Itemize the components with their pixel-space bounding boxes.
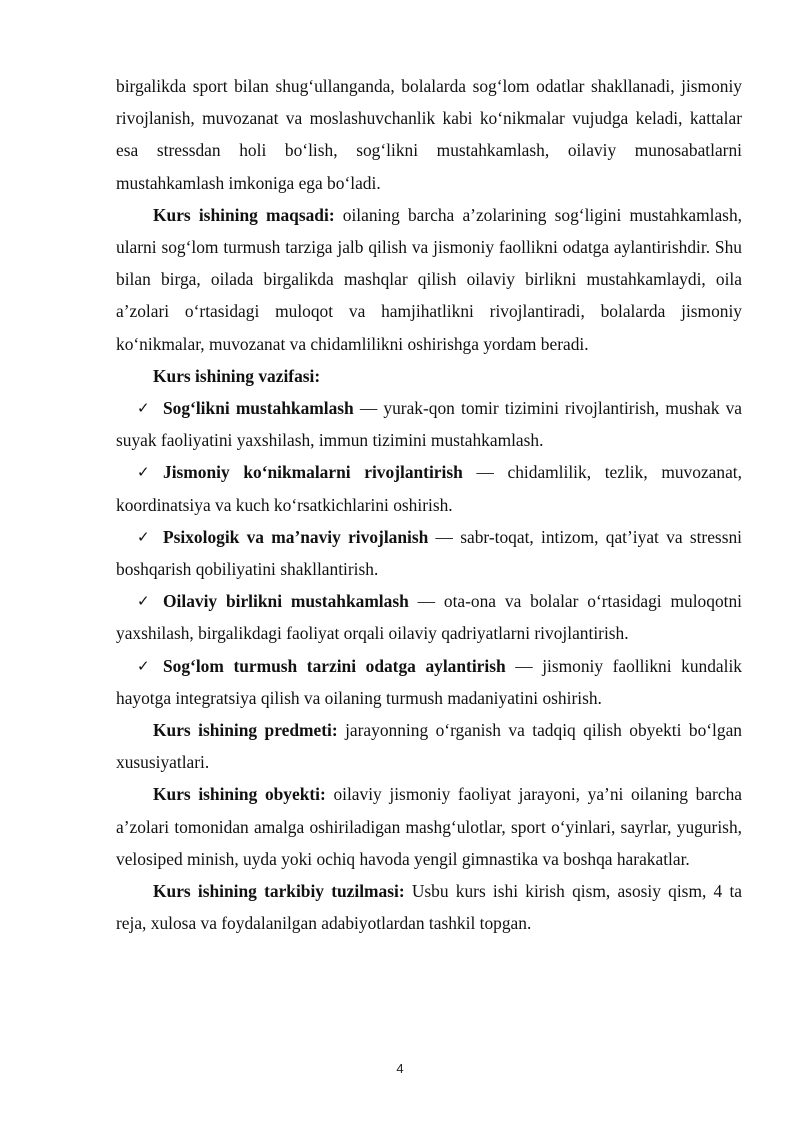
- subject-text: jarayonning o‘rganish va tadqiq qilish obyekti bo‘lgan xususiyatlari.: [116, 720, 742, 773]
- goal-label: Kurs ishining maqsadi:: [153, 204, 335, 225]
- page-content: [116, 70, 742, 939]
- task-title: Jismoniy ko‘nikmalarni rivojlantirish: [163, 462, 463, 483]
- tasks-heading-text: Kurs ishining vazifasi:: [153, 365, 321, 386]
- tasks-heading: [116, 360, 742, 392]
- goal-text: oilaning barcha a’zolarining sog‘ligini mustahkamlash, ularni sog‘lom turmush tarziga jalb qilish va jismoniy faollikni odatga aylantirishdir. Shu bilan birga, oilada birgalikda mashqlar qilish oilaviy birlikni mustahkamlaydi, oila a’zolari o‘rtasidagi muloqot va hamjihatlikni rivojlantiradi, bolalarda jismoniy ko‘nikmalar, muvozanat va chidamlilikni oshirishga yordam beradi.: [116, 204, 742, 354]
- task-title: Sog‘likni mustahkamlash: [163, 398, 354, 419]
- check-icon: ✓: [137, 656, 150, 675]
- check-icon: ✓: [137, 399, 150, 418]
- task-item: [116, 521, 742, 585]
- structure-label: Kurs ishining tarkibiy tuzilmasi:: [153, 881, 405, 902]
- check-icon: ✓: [137, 527, 150, 546]
- task-text: — sabr-toqat, intizom, qat’iyat va stressni boshqarish qobiliyatini shakllantirish.: [116, 526, 742, 580]
- object-paragraph: [116, 778, 742, 875]
- task-item: [116, 650, 742, 714]
- task-text: — ota-ona va bolalar o‘rtasidagi muloqotni yaxshilash, birgalikdagi faoliyat orqali oilaviy qadriyatlarni rivojlantirish.: [116, 591, 742, 644]
- subject-paragraph: [116, 714, 742, 778]
- task-item: [116, 392, 742, 456]
- task-item: [116, 585, 742, 649]
- goal-paragraph: [116, 199, 742, 360]
- check-icon: ✓: [137, 592, 150, 611]
- task-title: Psixologik va ma’naviy rivojlanish: [163, 526, 429, 547]
- structure-paragraph: [116, 875, 742, 939]
- intro-paragraph: birgalikda sport bilan shug‘ullanganda, bolalarda sog‘lom odatlar shakllanadi, jismoniy rivojlanish, muvozanat va moslashuvchanlik kabi ko‘nikmalar vujudga keladi, kattalar esa stressdan holi bo‘lish, sog‘likni mustahkamlash, oilaviy munosabatlarni mustahkamlash imkoniga ega bo‘ladi.: [116, 76, 742, 193]
- check-icon: ✓: [137, 463, 150, 482]
- task-item: [116, 456, 742, 520]
- object-label: Kurs ishining obyekti:: [153, 784, 326, 805]
- task-text: — jismoniy faollikni kundalik hayotga integratsiya qilish va oilaning turmush madaniyatini oshirish.: [116, 655, 742, 708]
- structure-text: Usbu kurs ishi kirish qism, asosiy qism, 4 ta reja, xulosa va foydalanilgan adabiyotlardan tashkil topgan.: [116, 881, 742, 934]
- task-title: Oilaviy birlikni mustahkamlash: [163, 591, 409, 612]
- page-number: 4: [396, 1061, 404, 1076]
- subject-label: Kurs ishining predmeti:: [153, 720, 338, 741]
- task-text: — yurak-qon tomir tizimini rivojlantirish, mushak va suyak faoliyatini yaxshilash, immun tizimini mustahkamlash.: [116, 398, 742, 451]
- object-text: oilaviy jismoniy faoliyat jarayoni, ya’ni oilaning barcha a’zolari tomonidan amalga oshiriladigan mashg‘ulotlar, sport o‘yinlari, sayrlar, yugurish, velosiped minish, uyda yoki ochiq havoda yengil gimnastika va boshqa harakatlar.: [116, 784, 742, 869]
- task-title: Sog‘lom turmush tarzini odatga aylantirish: [163, 655, 506, 676]
- task-text: — chidamlilik, tezlik, muvozanat, koordinatsiya va kuch ko‘rsatkichlarini oshirish.: [116, 462, 742, 515]
